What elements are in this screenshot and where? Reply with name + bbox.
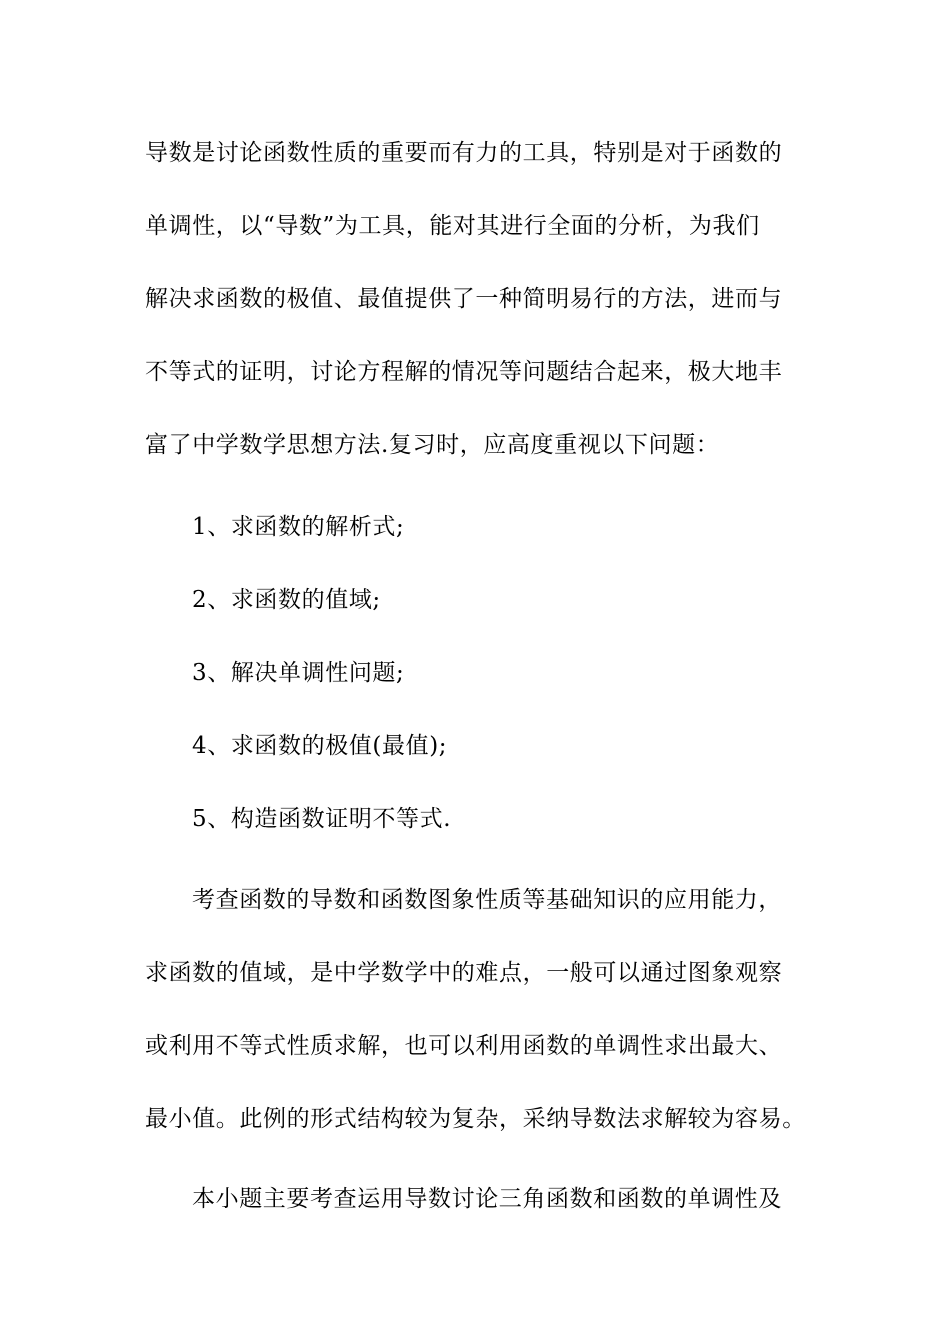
- paragraph-1-line-2: 单调性，以“导数”为工具，能对其进行全面的分析，为我们: [145, 213, 760, 239]
- paragraph-1-line-5: 富了中学数学思想方法.复习时，应高度重视以下问题：: [145, 432, 720, 458]
- list-item-4: 4、求函数的极值(最值);: [192, 733, 448, 759]
- paragraph-2-line-4: 最小值。此例的形式结构较为复杂，采纳导数法求解较为容易。: [145, 1106, 806, 1132]
- list-item-3: 3、解决单调性问题;: [192, 660, 405, 686]
- paragraph-2-line-2: 求函数的值域，是中学数学中的难点，一般可以通过图象观察: [145, 960, 783, 986]
- paragraph-2-line-1: 考查函数的导数和函数图象性质等基础知识的应用能力，: [192, 887, 782, 913]
- list-item-5: 5、构造函数证明不等式.: [192, 806, 452, 832]
- paragraph-1-line-1: 导数是讨论函数性质的重要而有力的工具，特别是对于函数的: [145, 140, 783, 166]
- paragraph-1-line-3: 解决求函数的极值、最值提供了一种简明易行的方法，进而与: [145, 286, 783, 312]
- list-item-1: 1、求函数的解析式;: [192, 514, 405, 540]
- list-item-2: 2、求函数的值域;: [192, 587, 381, 613]
- paragraph-3-line-1: 本小题主要考查运用导数讨论三角函数和函数的单调性及: [192, 1186, 782, 1212]
- paragraph-1-line-4: 不等式的证明，讨论方程解的情况等问题结合起来，极大地丰: [145, 359, 783, 385]
- paragraph-2-line-3: 或利用不等式性质求解，也可以利用函数的单调性求出最大、: [145, 1033, 783, 1059]
